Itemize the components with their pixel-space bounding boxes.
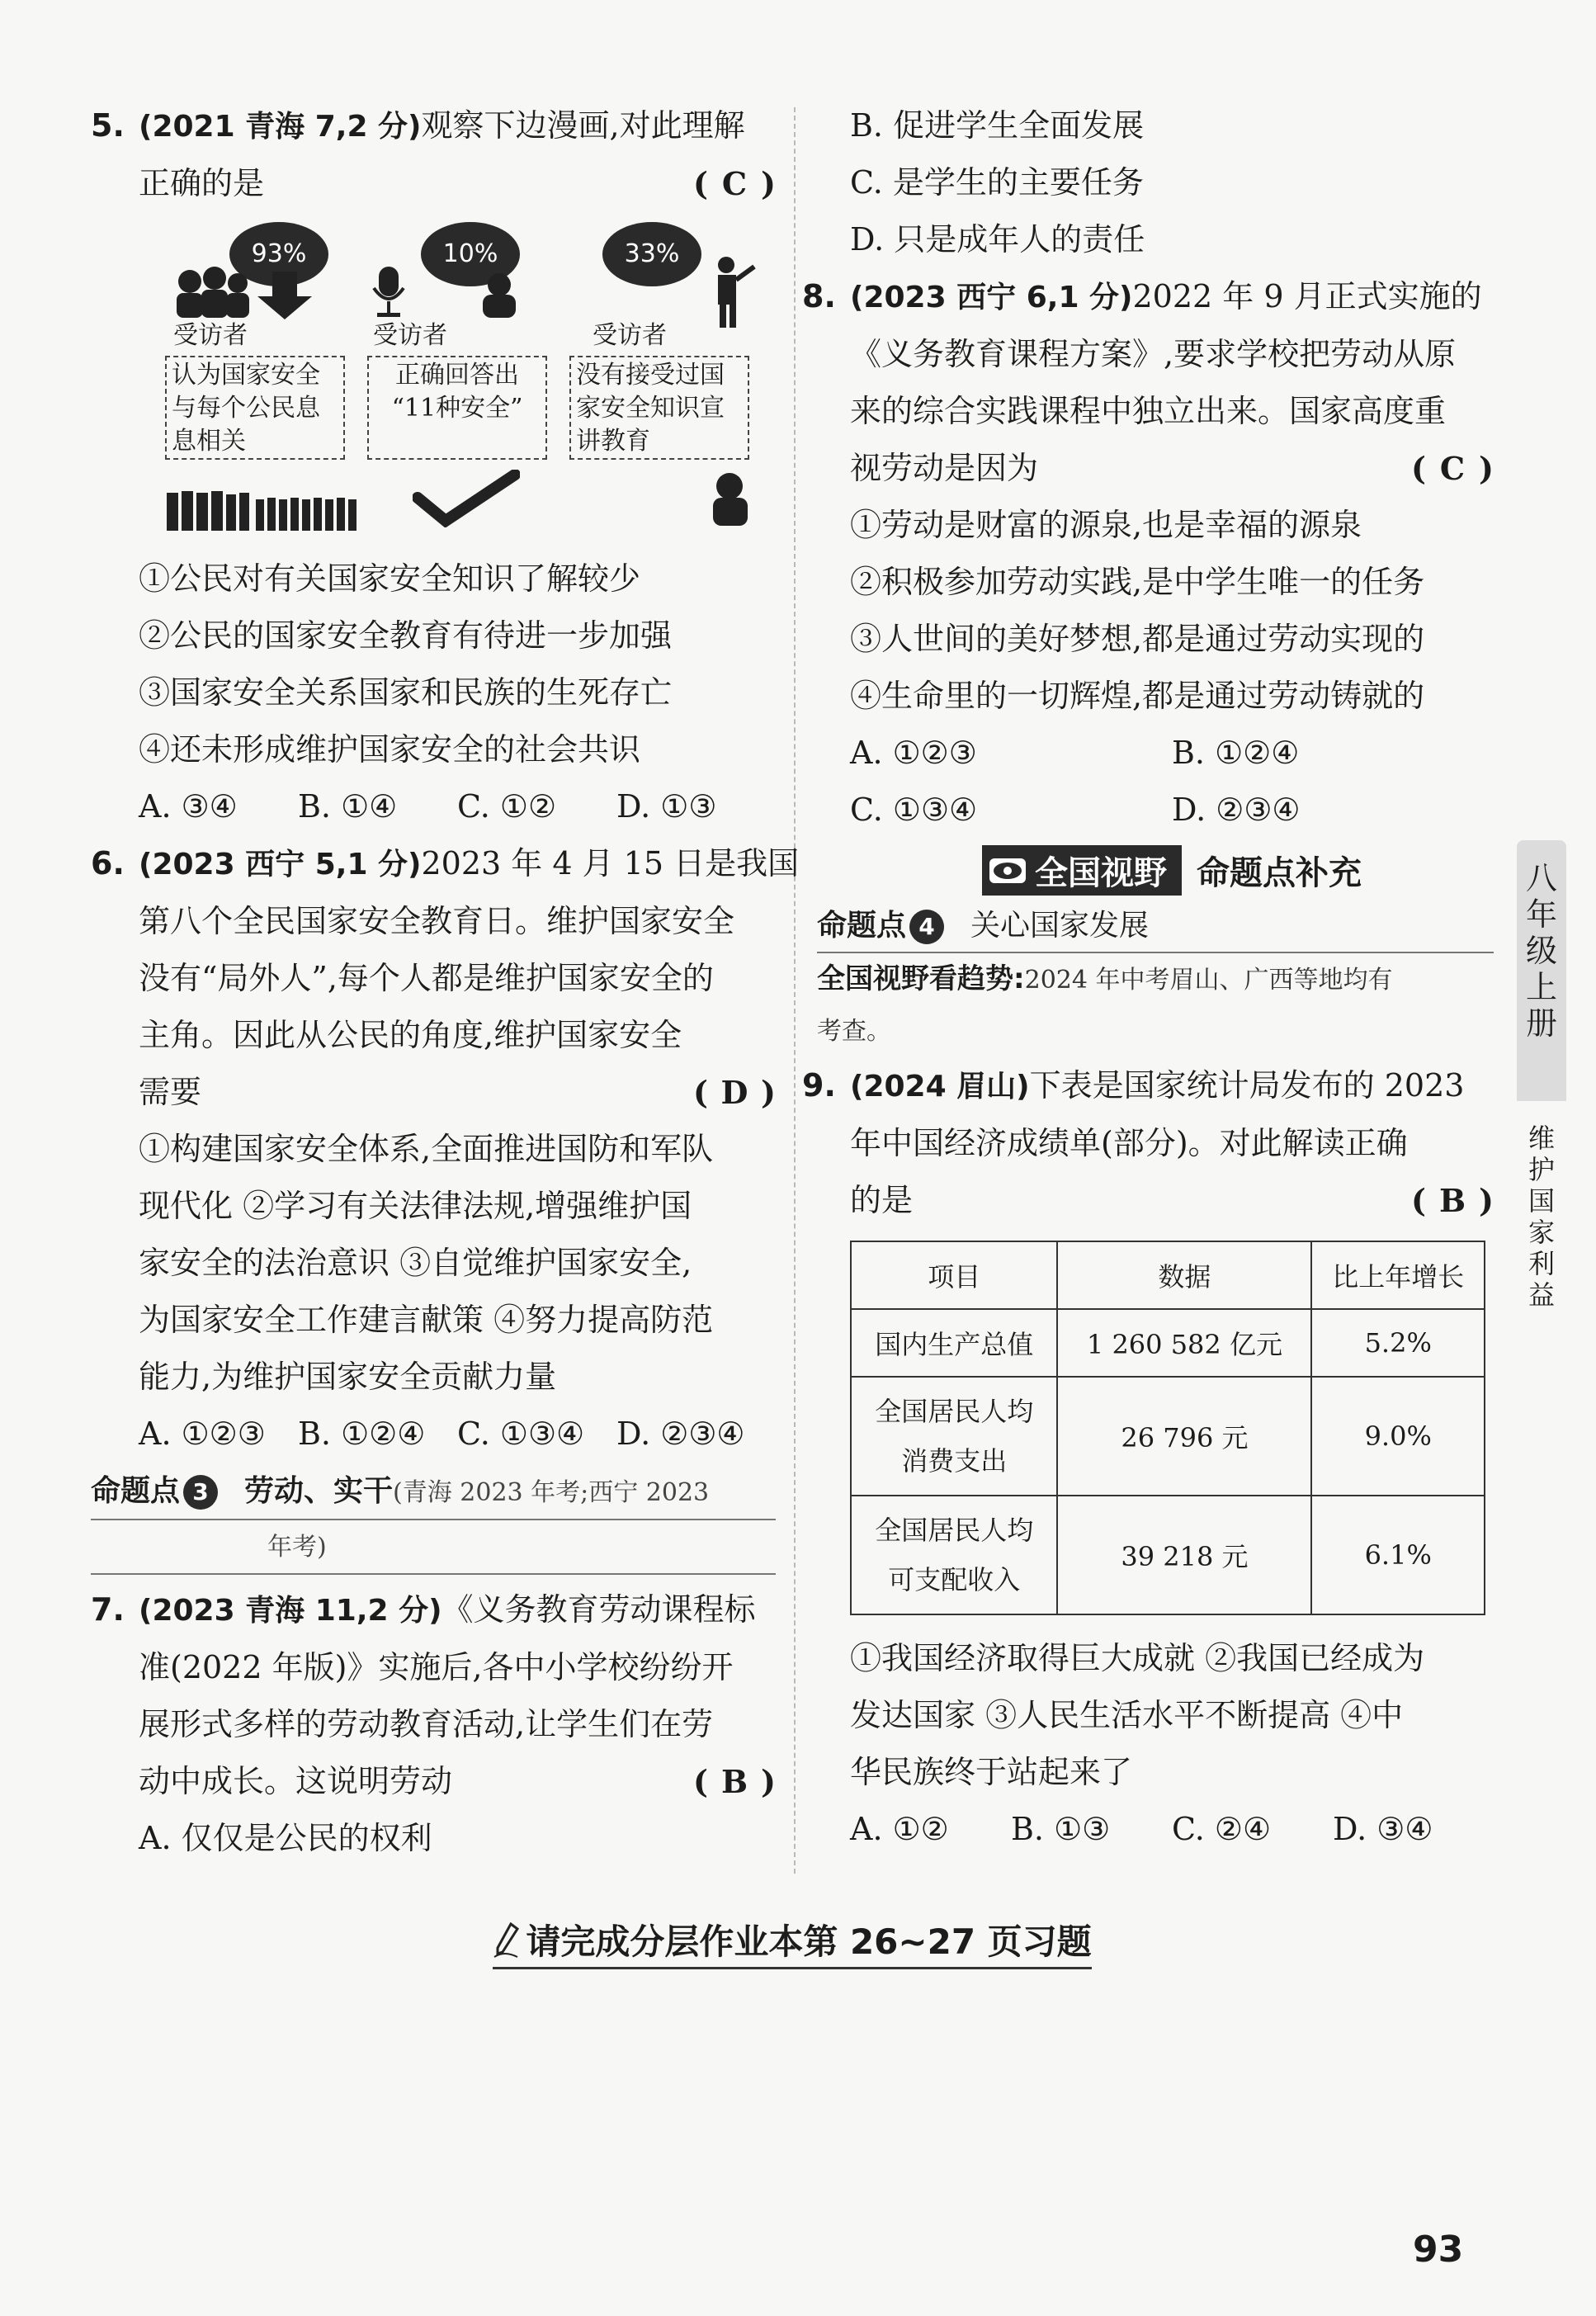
- statement: ②积极参加劳动实践,是中学生唯一的任务: [850, 564, 1425, 600]
- statement: 为国家安全工作建言献策 ④努力提高防范: [139, 1302, 714, 1338]
- option-a: A. ①②③: [139, 1416, 266, 1452]
- question-stem: 视劳动是因为: [850, 450, 1039, 486]
- trend-text: 2024 年中考眉山、广西等地均有: [1024, 966, 1393, 995]
- speech-bubble-93: 93%: [229, 222, 328, 286]
- topic-label: 命题点: [91, 1474, 181, 1508]
- respondent-caption: 受访者: [373, 321, 447, 350]
- question-number: 7.: [91, 1591, 125, 1628]
- question-5: [91, 97, 776, 835]
- question-stem: 主角。因此从公民的角度,维护国家安全: [139, 1017, 682, 1053]
- tab-char: 册: [1525, 1005, 1557, 1042]
- statement: ③人世间的美好梦想,都是通过劳动实现的: [850, 621, 1425, 657]
- table-row: [851, 1377, 1485, 1496]
- answer-value: C: [721, 165, 748, 202]
- question-stem: 准(2022 年版)》实施后,各中小学校纷纷开: [139, 1649, 734, 1685]
- question-stem: 正确的是: [139, 165, 265, 201]
- national-badge: [982, 845, 1182, 896]
- option-a: A. 仅仅是公民的权利: [139, 1820, 432, 1856]
- question-number: 9.: [802, 1067, 836, 1104]
- box-line: 与每个公民息: [172, 394, 320, 423]
- option-c: C. ①③④: [457, 1416, 585, 1452]
- statement: ①公民对有关国家安全知识了解较少: [139, 560, 641, 597]
- answer-slot: ( B ): [1411, 1172, 1494, 1229]
- option-b: B. ①②④: [298, 1416, 426, 1452]
- cell-text: 消费支出: [901, 1445, 1008, 1477]
- table-cell: 1 260 582 亿元: [1057, 1309, 1311, 1377]
- options: [91, 1406, 776, 1463]
- option-b: B. ①④: [298, 788, 398, 825]
- option-d: D. ③④: [1333, 1811, 1433, 1847]
- question-number: 8.: [802, 278, 836, 314]
- option-a: A. ③④: [139, 788, 238, 825]
- table-cell: 39 218 元: [1057, 1496, 1311, 1614]
- option-c: C. ②④: [1172, 1811, 1272, 1847]
- column-header: 数据: [1057, 1241, 1311, 1309]
- box-line: 家安全知识宣: [576, 394, 725, 423]
- tab-char: 上: [1525, 969, 1557, 1005]
- cell-text: 全国居民人均: [875, 1396, 1034, 1427]
- national-perspective-header: [850, 845, 1494, 896]
- answer-slot: ( B ): [693, 1753, 776, 1810]
- answer-slot: ( C ): [1411, 440, 1494, 497]
- option-a: A. ①②③: [850, 735, 977, 771]
- tab-char: 利: [1528, 1248, 1555, 1279]
- option-b: B. ①③: [1011, 1811, 1111, 1847]
- right-column: [802, 97, 1494, 1858]
- answer-slot: ( C ): [693, 155, 776, 212]
- question-7: [91, 1581, 776, 1867]
- homework-footer: [470, 1915, 1114, 1964]
- left-column: [91, 97, 800, 1867]
- answer-slot: ( D ): [693, 1064, 776, 1121]
- badge-subtitle: 命题点补充: [1197, 854, 1362, 892]
- option-c: C. ①②: [457, 788, 557, 825]
- statement: ③国家安全关系国家和民族的生死存亡: [139, 674, 673, 711]
- question-6: [91, 835, 800, 1463]
- economy-table: [850, 1241, 1485, 1615]
- statement: ②公民的国家安全教育有待进一步加强: [139, 617, 673, 654]
- question-number: 6.: [91, 845, 125, 881]
- comic-box-2: [367, 356, 547, 460]
- options: [91, 778, 776, 835]
- table-cell: 9.0%: [1311, 1377, 1485, 1496]
- speech-bubble-10: 10%: [421, 222, 520, 286]
- crowd-silhouette-icon: [165, 484, 363, 531]
- question-source: (2023 青海 11,2 分): [139, 1594, 442, 1628]
- respondent-caption: 受访者: [593, 321, 667, 350]
- box-line: “11种安全”: [391, 394, 523, 423]
- option-a: A. ①②: [850, 1811, 949, 1847]
- topic-header-4: [817, 900, 1494, 953]
- option-d: D. ②③④: [616, 1416, 745, 1452]
- cell-text: 全国居民人均: [875, 1515, 1034, 1546]
- person-gesturing-icon: [701, 255, 759, 329]
- tab-char: 年: [1525, 896, 1557, 933]
- statement: ①构建国家安全体系,全面推进国防和军队: [139, 1131, 714, 1167]
- question-number: 5.: [91, 107, 125, 144]
- tab-char: 维: [1528, 1123, 1555, 1154]
- page-number: 93: [1413, 2229, 1464, 2271]
- question-source: (2024 眉山): [850, 1070, 1030, 1104]
- table-cell: 5.2%: [1311, 1309, 1485, 1377]
- trend-label: 全国视野看趋势:: [817, 962, 1025, 995]
- statement: 华民族终于站起来了: [850, 1754, 1133, 1790]
- statement: ④还未形成维护国家安全的社会共识: [139, 731, 641, 768]
- question-stem: 动中成长。这说明劳动: [139, 1763, 453, 1799]
- statement: 现代化 ②学习有关法律法规,增强维护国: [139, 1188, 692, 1224]
- speech-bubble-33: 33%: [602, 222, 701, 286]
- question-stem: 没有“局外人”,每个人都是维护国家安全的: [139, 960, 714, 996]
- option-d: D. 只是成年人的责任: [850, 221, 1145, 258]
- question-stem: 2023 年 4 月 15 日是我国: [421, 845, 800, 881]
- question-stem: 《义务教育劳动课程标: [441, 1591, 756, 1628]
- comic-box-3: [569, 356, 749, 460]
- table-header-row: [851, 1241, 1485, 1309]
- respondent-caption: 受访者: [173, 321, 248, 350]
- answer-value: B: [720, 1763, 748, 1800]
- question-stem: 第八个全民国家安全教育日。维护国家安全: [139, 903, 735, 939]
- option-b: B. ①②④: [1172, 735, 1300, 771]
- topic-label: 命题点: [817, 909, 907, 943]
- topic-note: 年考): [267, 1533, 327, 1562]
- crowd-icon: [165, 263, 330, 321]
- column-divider: [794, 107, 796, 1874]
- topic-note: (青海 2023 年考;西宁 2023: [393, 1478, 710, 1507]
- options: [802, 725, 1494, 782]
- trend-text: 考查。: [817, 1017, 891, 1046]
- column-header: 比上年增长: [1311, 1241, 1485, 1309]
- cell-text: 可支配收入: [888, 1564, 1021, 1595]
- statement: ④生命里的一切辉煌,都是通过劳动铸就的: [850, 678, 1425, 714]
- microphone-icon: [367, 263, 532, 321]
- answer-value: D: [720, 1074, 748, 1111]
- question-8: [802, 268, 1494, 839]
- options: [802, 1801, 1494, 1858]
- topic-header-3: [91, 1466, 776, 1575]
- person-thinking-icon: [701, 470, 759, 527]
- question-source: (2023 西宁 5,1 分): [139, 848, 422, 881]
- topic-title: 劳动、实干: [244, 1474, 394, 1508]
- topic-number-badge: 3: [183, 1475, 218, 1510]
- question-stem: 来的综合实践课程中独立出来。国家高度重: [850, 393, 1447, 429]
- option-c: C. 是学生的主要任务: [850, 164, 1144, 201]
- eye-icon: [989, 858, 1027, 884]
- tab-char: 护: [1528, 1154, 1555, 1185]
- options: [802, 782, 1494, 839]
- box-line: 息相关: [172, 427, 246, 456]
- table-cell: 6.1%: [1311, 1496, 1485, 1614]
- statement: 能力,为维护国家安全贡献力量: [139, 1359, 557, 1395]
- badge-text: 全国视野: [1035, 854, 1167, 892]
- option-b: B. 促进学生全面发展: [850, 107, 1145, 144]
- answer-value: B: [1438, 1182, 1466, 1219]
- question-stem: 《义务教育课程方案》,要求学校把劳动从原: [850, 336, 1457, 372]
- table-row: [851, 1496, 1485, 1614]
- option-c: C. ①③④: [850, 792, 978, 828]
- tab-char: 级: [1525, 933, 1557, 969]
- table-cell: [851, 1377, 1057, 1496]
- question-stem: 年中国经济成绩单(部分)。对此解读正确: [850, 1125, 1408, 1161]
- box-line: 讲教育: [576, 427, 650, 456]
- pen-icon: [493, 1922, 521, 1959]
- option-d: D. ①③: [616, 788, 717, 825]
- question-stem: 的是: [850, 1182, 914, 1218]
- answer-value: C: [1439, 450, 1466, 487]
- tab-char: 益: [1528, 1279, 1555, 1311]
- question-stem: 展形式多样的劳动教育活动,让学生们在劳: [139, 1706, 714, 1742]
- topic-number-badge: 4: [909, 910, 944, 944]
- statement: ①劳动是财富的源泉,也是幸福的源泉: [850, 507, 1362, 543]
- footer-text: 请完成分层作业本第 26~27 页习题: [526, 1921, 1092, 1962]
- table-row: [851, 1309, 1485, 1377]
- question-stem: 2022 年 9 月正式实施的: [1132, 278, 1482, 314]
- column-header: 项目: [851, 1241, 1057, 1309]
- statement: ①我国经济取得巨大成就 ②我国已经成为: [850, 1640, 1425, 1676]
- comic-illustration: [165, 222, 767, 536]
- tab-char: 国: [1528, 1185, 1555, 1217]
- box-line: 正确回答出: [395, 361, 519, 390]
- box-line: 没有接受过国: [576, 361, 725, 390]
- tab-char: 家: [1528, 1217, 1555, 1248]
- box-line: 认为国家安全: [172, 361, 320, 390]
- question-source: (2023 西宁 6,1 分): [850, 281, 1133, 314]
- table-cell: 26 796 元: [1057, 1377, 1311, 1496]
- unit-side-label: [1517, 1123, 1566, 1311]
- question-9: [802, 1057, 1494, 1858]
- tab-char: 八: [1525, 860, 1557, 896]
- question-source: (2021 青海 7,2 分): [139, 110, 422, 144]
- question-stem: 需要: [139, 1074, 202, 1110]
- option-d: D. ②③④: [1172, 792, 1301, 828]
- question-stem: 观察下边漫画,对此理解: [421, 107, 745, 144]
- table-cell: [851, 1309, 1057, 1377]
- cell-text: 国内生产总值: [875, 1329, 1034, 1360]
- question-stem: 下表是国家统计局发布的 2023: [1029, 1067, 1465, 1104]
- trend-note: [817, 953, 1494, 1057]
- topic-title: 关心国家发展: [970, 909, 1150, 943]
- table-cell: [851, 1496, 1057, 1614]
- checkmark-icon: [413, 470, 520, 527]
- statement: 发达国家 ③人民生活水平不断提高 ④中: [850, 1697, 1404, 1733]
- statement: 家安全的法治意识 ③自觉维护国家安全,: [139, 1245, 692, 1281]
- comic-box-1: [165, 356, 345, 460]
- grade-side-tab: [1517, 840, 1566, 1101]
